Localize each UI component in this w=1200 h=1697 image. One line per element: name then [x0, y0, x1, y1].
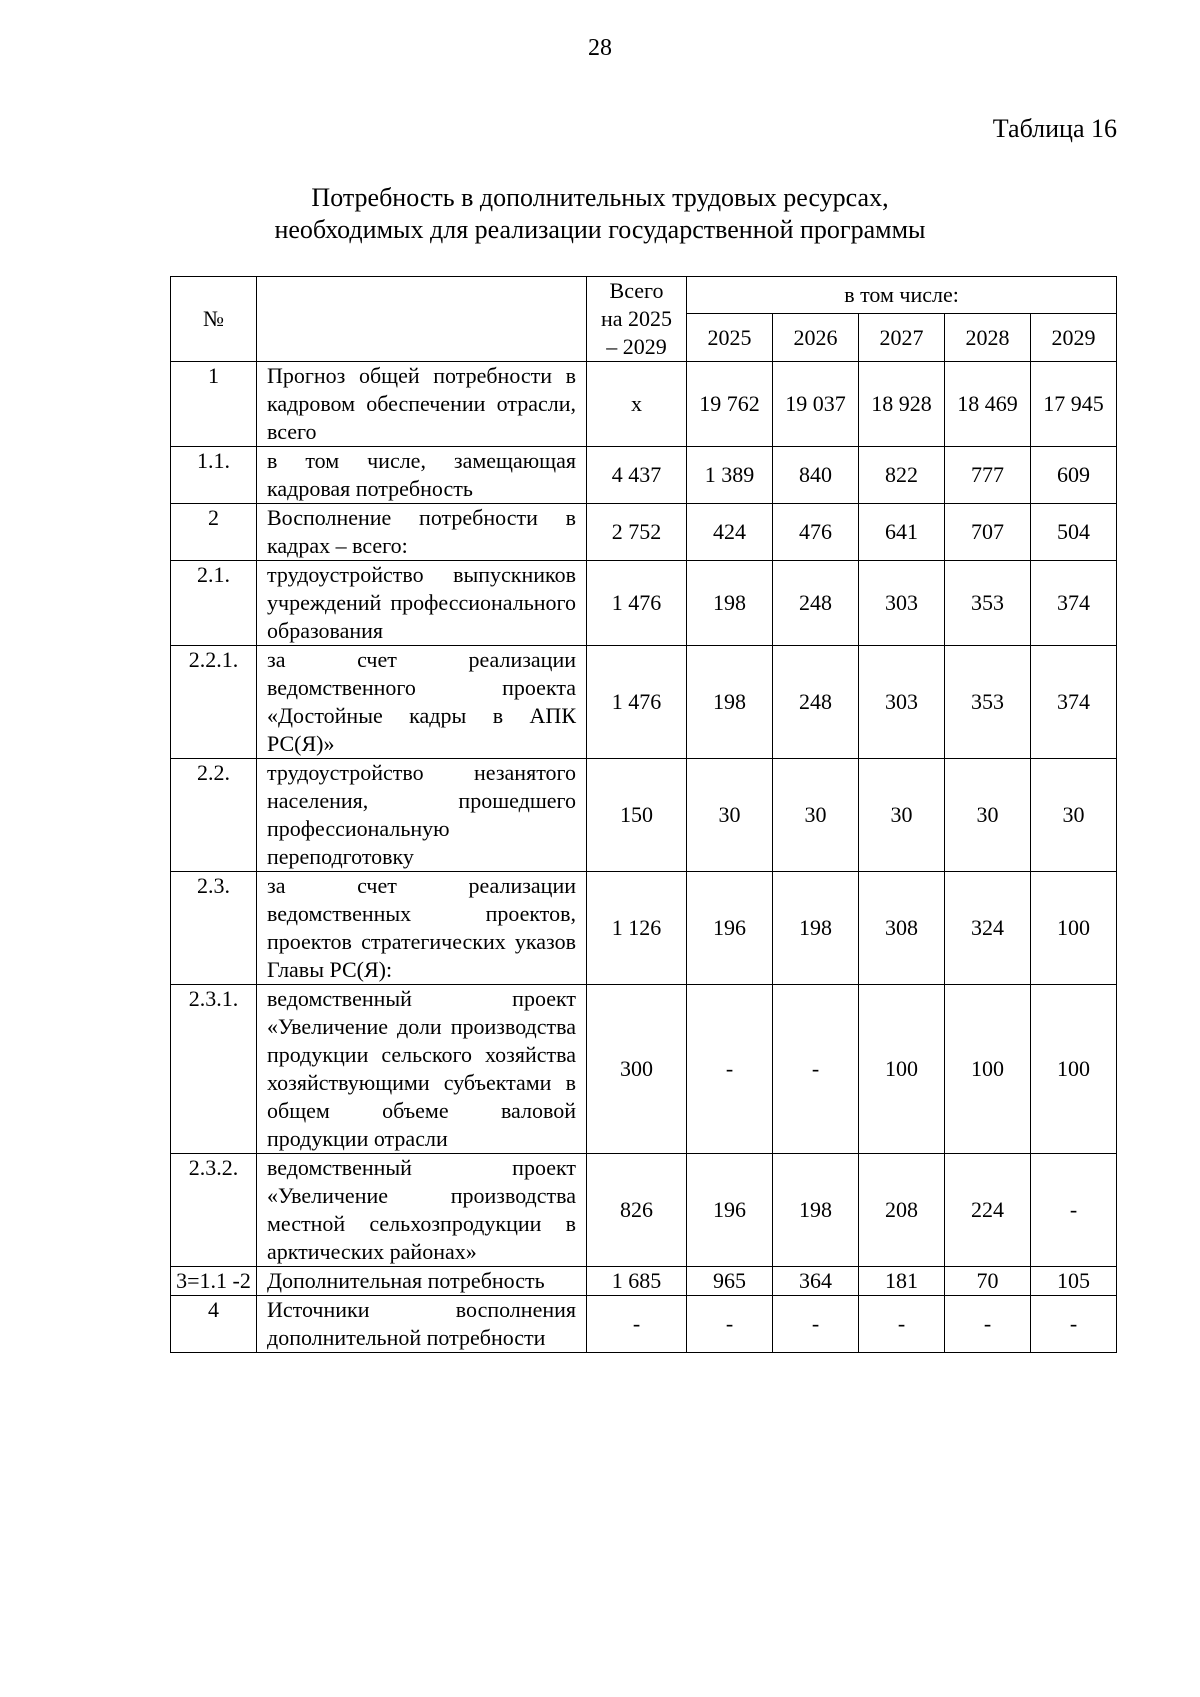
header-num: № — [171, 277, 257, 362]
row-total: 300 — [587, 985, 687, 1154]
row-number: 2.2.1. — [171, 646, 257, 759]
row-indicator: Источники восполнения дополнительной потребности — [257, 1296, 587, 1353]
row-year-value: - — [1031, 1154, 1117, 1267]
row-year-value: 353 — [945, 561, 1031, 646]
row-number: 2.2. — [171, 759, 257, 872]
header-total-line-1: Всего — [609, 278, 664, 303]
document-title — [0, 182, 1200, 246]
row-year-value: 70 — [945, 1267, 1031, 1296]
row-year-value: 1 389 — [687, 447, 773, 504]
row-total: х — [587, 362, 687, 447]
row-year-value: 100 — [1031, 872, 1117, 985]
row-indicator: за счет реализации ведомственного проекта «Достойные кадры в АПК РС(Я)» — [257, 646, 587, 759]
row-year-value: 504 — [1031, 504, 1117, 561]
row-indicator: ведомственный проект «Увеличение производства местной сельхозпродукции в арктических районах» — [257, 1154, 587, 1267]
row-year-value: 707 — [945, 504, 1031, 561]
row-number: 4 — [171, 1296, 257, 1353]
row-year-value: 100 — [859, 985, 945, 1154]
header-year: 2028 — [945, 314, 1031, 362]
row-year-value: 303 — [859, 561, 945, 646]
table-row — [171, 362, 1117, 447]
header-total — [587, 277, 687, 362]
row-year-value: - — [945, 1296, 1031, 1353]
staffing-needs-table — [170, 276, 1117, 1353]
row-year-value: 198 — [687, 561, 773, 646]
row-year-value: 248 — [773, 561, 859, 646]
table-row — [171, 759, 1117, 872]
header-name — [257, 277, 587, 362]
row-year-value: 476 — [773, 504, 859, 561]
row-indicator: трудоустройство незанятого населения, прошедшего профессиональную переподготовку — [257, 759, 587, 872]
header-year: 2027 — [859, 314, 945, 362]
table-row — [171, 985, 1117, 1154]
row-year-value: 374 — [1031, 646, 1117, 759]
row-indicator: в том числе, замещающая кадровая потребность — [257, 447, 587, 504]
row-number: 2.1. — [171, 561, 257, 646]
header-total-line-2: на 2025 — [600, 306, 673, 331]
title-line-2: необходимых для реализации государственной программы — [274, 215, 926, 244]
row-year-value: 224 — [945, 1154, 1031, 1267]
row-year-value: 100 — [1031, 985, 1117, 1154]
page-number: 28 — [588, 35, 612, 61]
row-year-value: 641 — [859, 504, 945, 561]
table-row — [171, 561, 1117, 646]
row-year-value: 105 — [1031, 1267, 1117, 1296]
row-year-value: 308 — [859, 872, 945, 985]
table-row — [171, 447, 1117, 504]
row-year-value: - — [1031, 1296, 1117, 1353]
row-total: 1 476 — [587, 561, 687, 646]
row-number: 2.3. — [171, 872, 257, 985]
row-year-value: 18 469 — [945, 362, 1031, 447]
row-year-value: 19 037 — [773, 362, 859, 447]
row-year-value: - — [773, 985, 859, 1154]
table-row — [171, 1154, 1117, 1267]
row-number: 2 — [171, 504, 257, 561]
header-year: 2026 — [773, 314, 859, 362]
row-year-value: 364 — [773, 1267, 859, 1296]
header-year: 2029 — [1031, 314, 1117, 362]
table-body — [171, 362, 1117, 1353]
table-row — [171, 646, 1117, 759]
row-year-value: 324 — [945, 872, 1031, 985]
row-number: 2.3.2. — [171, 1154, 257, 1267]
row-number: 1 — [171, 362, 257, 447]
row-year-value: - — [687, 1296, 773, 1353]
row-indicator: ведомственный проект «Увеличение доли производства продукции сельского хозяйства хозяйствующими субъектами в общем объеме валовой продукции отрасли — [257, 985, 587, 1154]
row-total: 1 126 — [587, 872, 687, 985]
row-year-value: 822 — [859, 447, 945, 504]
title-line-1: Потребность в дополнительных трудовых ресурсах, — [311, 183, 889, 212]
row-year-value: 303 — [859, 646, 945, 759]
header-total-line-3: – 2029 — [606, 334, 667, 359]
row-year-value: 374 — [1031, 561, 1117, 646]
row-indicator: за счет реализации ведомственных проектов, проектов стратегических указов Главы РС(Я): — [257, 872, 587, 985]
table-row — [171, 872, 1117, 985]
row-year-value: 100 — [945, 985, 1031, 1154]
row-year-value: 196 — [687, 1154, 773, 1267]
row-year-value: 208 — [859, 1154, 945, 1267]
row-year-value: - — [859, 1296, 945, 1353]
row-year-value: 30 — [773, 759, 859, 872]
row-year-value: 248 — [773, 646, 859, 759]
row-year-value: 353 — [945, 646, 1031, 759]
row-year-value: 965 — [687, 1267, 773, 1296]
table-row — [171, 1296, 1117, 1353]
row-year-value: 777 — [945, 447, 1031, 504]
row-total: 2 752 — [587, 504, 687, 561]
row-number: 2.3.1. — [171, 985, 257, 1154]
header-year: 2025 — [687, 314, 773, 362]
row-year-value: 840 — [773, 447, 859, 504]
row-total: 150 — [587, 759, 687, 872]
row-total: - — [587, 1296, 687, 1353]
row-year-value: 198 — [687, 646, 773, 759]
row-year-value: 19 762 — [687, 362, 773, 447]
row-total: 1 685 — [587, 1267, 687, 1296]
row-year-value: 17 945 — [1031, 362, 1117, 447]
row-indicator: трудоустройство выпускников учреждений профессионального образования — [257, 561, 587, 646]
row-indicator: Прогноз общей потребности в кадровом обеспечении отрасли, всего — [257, 362, 587, 447]
header-including: в том числе: — [687, 277, 1117, 314]
row-year-value: 198 — [773, 872, 859, 985]
row-year-value: - — [687, 985, 773, 1154]
row-indicator: Восполнение потребности в кадрах – всего: — [257, 504, 587, 561]
row-year-value: 181 — [859, 1267, 945, 1296]
table-row — [171, 1267, 1117, 1296]
row-year-value: 196 — [687, 872, 773, 985]
row-year-value: - — [773, 1296, 859, 1353]
row-year-value: 424 — [687, 504, 773, 561]
row-year-value: 30 — [1031, 759, 1117, 872]
row-number: 3=1.1 -2 — [171, 1267, 257, 1296]
row-year-value: 609 — [1031, 447, 1117, 504]
row-year-value: 30 — [945, 759, 1031, 872]
row-year-value: 30 — [687, 759, 773, 872]
row-year-value: 18 928 — [859, 362, 945, 447]
row-total: 4 437 — [587, 447, 687, 504]
row-number: 1.1. — [171, 447, 257, 504]
row-total: 826 — [587, 1154, 687, 1267]
row-indicator: Дополнительная потребность — [257, 1267, 587, 1296]
row-year-value: 30 — [859, 759, 945, 872]
table-label: Таблица 16 — [992, 114, 1117, 143]
row-year-value: 198 — [773, 1154, 859, 1267]
row-total: 1 476 — [587, 646, 687, 759]
table-row — [171, 504, 1117, 561]
